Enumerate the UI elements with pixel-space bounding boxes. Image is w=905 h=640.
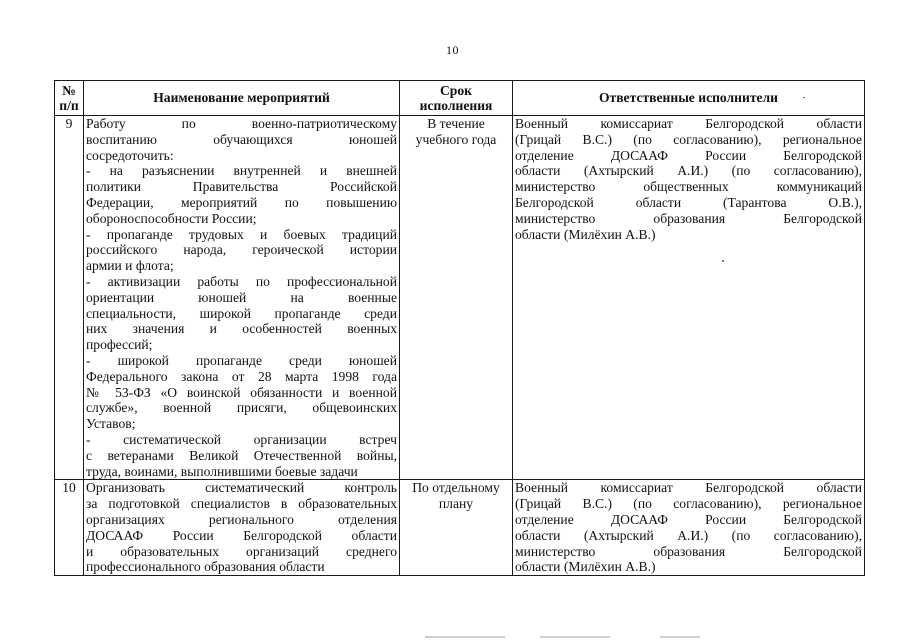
activity-line: политики Правительства Российской (86, 179, 397, 195)
activity-line: воспитанию обучающихся юношей (86, 131, 397, 147)
activity-line: Федерального закона от 28 марта 1998 года (86, 368, 397, 384)
scan-edge-marks (0, 633, 905, 640)
table-row (55, 116, 865, 480)
activity-line: них значения и особенностей военных (86, 321, 397, 337)
activity-line: - пропаганде трудовых и боевых традиций (86, 226, 397, 242)
scan-edge-mark (540, 636, 610, 638)
responsible-line: области (Ахтырский А.И.) (по согласованию), (515, 527, 862, 543)
responsible-cell (513, 480, 865, 576)
activity-line: ориентации юношей на военные (86, 289, 397, 305)
table-row (55, 480, 865, 576)
activity-line: сосредоточить: (86, 147, 174, 163)
responsible-line: (Грицай В.С.) (по согласованию), региональное (515, 131, 862, 147)
activity-line: за подготовкой специалистов в образовательных (86, 496, 397, 512)
header-deadline-line2: исполнения (419, 98, 493, 113)
responsible-line: Белгородской области (Тарантова О.В.), (515, 194, 862, 210)
table-header-row (55, 81, 865, 116)
header-number-line1: № (62, 83, 76, 98)
responsible-line: отделение ДОСААФ России Белгородской (515, 147, 862, 163)
activity-line: специальности, широкой пропаганде среди (86, 305, 397, 321)
responsible-line: министерство образования Белгородской (515, 210, 862, 226)
activity-line: с ветеранами Великой Отечественной войны, (86, 447, 397, 463)
activity-line: службе», военной присяги, общевоинских (86, 400, 397, 416)
activity-line: профессий; (86, 337, 153, 353)
page-number: 10 (446, 43, 459, 57)
activity-line: № 53-ФЗ «О воинской обязанности и военной (86, 384, 397, 400)
header-deadline-line1: Срок (439, 83, 472, 98)
responsible-line: министерство образования Белгородской (515, 543, 862, 559)
activity-line: - систематической организации встреч (86, 431, 397, 447)
header-responsible: Ответственные исполнители (513, 81, 865, 116)
scan-speck (803, 97, 805, 98)
deadline-line2: плану (438, 496, 474, 512)
activity-line: Уставов; (86, 416, 136, 432)
activity-line: российского народа, героической истории (86, 242, 397, 258)
row-number: 9 (55, 116, 84, 480)
responsible-line: области (Милёхин А.В.) (515, 559, 656, 575)
header-number (55, 81, 84, 116)
deadline-line2: учебного года (415, 131, 497, 147)
header-activity-name: Наименование мероприятий (84, 81, 400, 116)
activity-line: Федерации, мероприятий по повышению (86, 194, 397, 210)
activities-table (54, 80, 865, 576)
responsible-line: Военный комиссариат Белгородской области (515, 480, 862, 496)
deadline-cell (400, 116, 513, 480)
scan-edge-mark (425, 636, 505, 638)
activity-line: - активизации работы по профессиональной (86, 273, 397, 289)
responsible-line: области (Милёхин А.В.) (515, 226, 656, 242)
header-number-line2: п/п (59, 98, 79, 113)
scan-speck (722, 260, 724, 262)
scan-edge-mark (660, 636, 700, 638)
header-deadline (400, 81, 513, 116)
deadline-cell (400, 480, 513, 576)
activity-name-cell (84, 480, 400, 576)
activity-line: - на разъяснении внутренней и внешней (86, 163, 397, 179)
activity-line: обороноспособности России; (86, 210, 257, 226)
activity-line: - широкой пропаганде среди юношей (86, 352, 397, 368)
activity-line: труда, воинами, выполнившими боевые задачи (86, 463, 358, 479)
activity-line: профессионального образования области (86, 559, 325, 575)
activity-line: Работу по военно-патриотическому (86, 116, 397, 131)
activity-line: и образовательных организаций среднего (86, 543, 397, 559)
responsible-line: области (Ахтырский А.И.) (по согласованию), (515, 163, 862, 179)
deadline-line1: В течение (427, 116, 485, 131)
responsible-line: Военный комиссариат Белгородской области (515, 116, 862, 131)
activity-line: организациях регионального отделения (86, 511, 397, 527)
activity-line: Организовать систематический контроль (86, 480, 397, 496)
responsible-cell (513, 116, 865, 480)
responsible-line: отделение ДОСААФ России Белгородской (515, 511, 862, 527)
responsible-line: (Грицай В.С.) (по согласованию), региональное (515, 496, 862, 512)
row-number: 10 (55, 480, 84, 576)
activity-name-cell (84, 116, 400, 480)
responsible-line: министерство общественных коммуникаций (515, 179, 862, 195)
activity-line: армии и флота; (86, 258, 174, 274)
deadline-line1: По отдельному (412, 480, 500, 496)
activity-line: ДОСААФ России Белгородской области (86, 527, 397, 543)
